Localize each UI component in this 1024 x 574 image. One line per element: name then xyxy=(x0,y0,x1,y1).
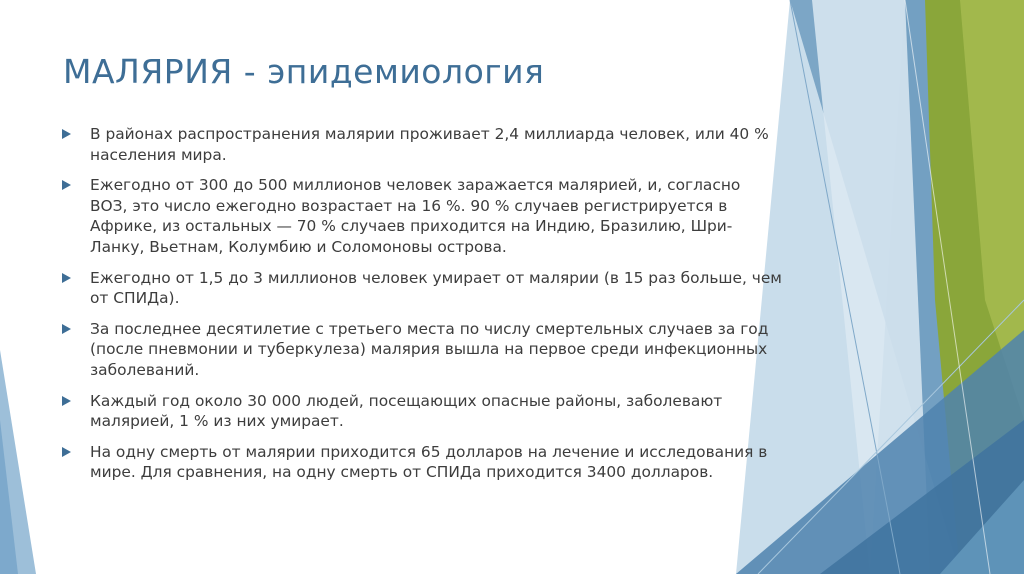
triangle-bullet-icon xyxy=(62,324,71,334)
bullet-text: За последнее десятилетие с третьего места по числу смертельных случаев за год (после пневмонии и туберкулеза) малярия вышла на первое среди инфекционных заболеваний. xyxy=(90,319,769,379)
bullet-text: Ежегодно от 300 до 500 миллионов человек заражается малярией, и, согласно ВОЗ, это число ежегодно возрастает на 16 %. 90 % случаев регистрируется в Африке, из остальных — 70 % случаев приходится на Индию, Бразилию, Шри-Ланку, Вьетнам, Колумбию и Соломоновы острова. xyxy=(90,176,741,256)
bullet-list xyxy=(62,124,782,493)
bullet-text: Каждый год около 30 000 людей, посещающих опасные районы, заболевают малярией, 1 % из них умирает. xyxy=(90,391,723,431)
bullet-text: Ежегодно от 1,5 до 3 миллионов человек умирает от малярии (в 15 раз больше, чем от СПИДа). xyxy=(90,268,782,308)
triangle-bullet-icon xyxy=(62,273,71,283)
bullet-text: На одну смерть от малярии приходится 65 долларов на лечение и исследования в мире. Для сравнения, на одну смерть от СПИДа приходится 3400 долларов. xyxy=(90,442,768,482)
triangle-bullet-icon xyxy=(62,180,71,190)
list-item xyxy=(62,124,782,165)
list-item xyxy=(62,268,782,309)
list-item xyxy=(62,442,782,483)
list-item xyxy=(62,391,782,432)
page-title: МАЛЯРИЯ - эпидемиология xyxy=(63,52,545,91)
triangle-bullet-icon xyxy=(62,129,71,139)
list-item xyxy=(62,175,782,257)
triangle-bullet-icon xyxy=(62,396,71,406)
triangle-bullet-icon xyxy=(62,447,71,457)
list-item xyxy=(62,319,782,381)
bullet-text: В районах распространения малярии проживает 2,4 миллиарда человек, или 40 % населения мира. xyxy=(90,125,769,164)
